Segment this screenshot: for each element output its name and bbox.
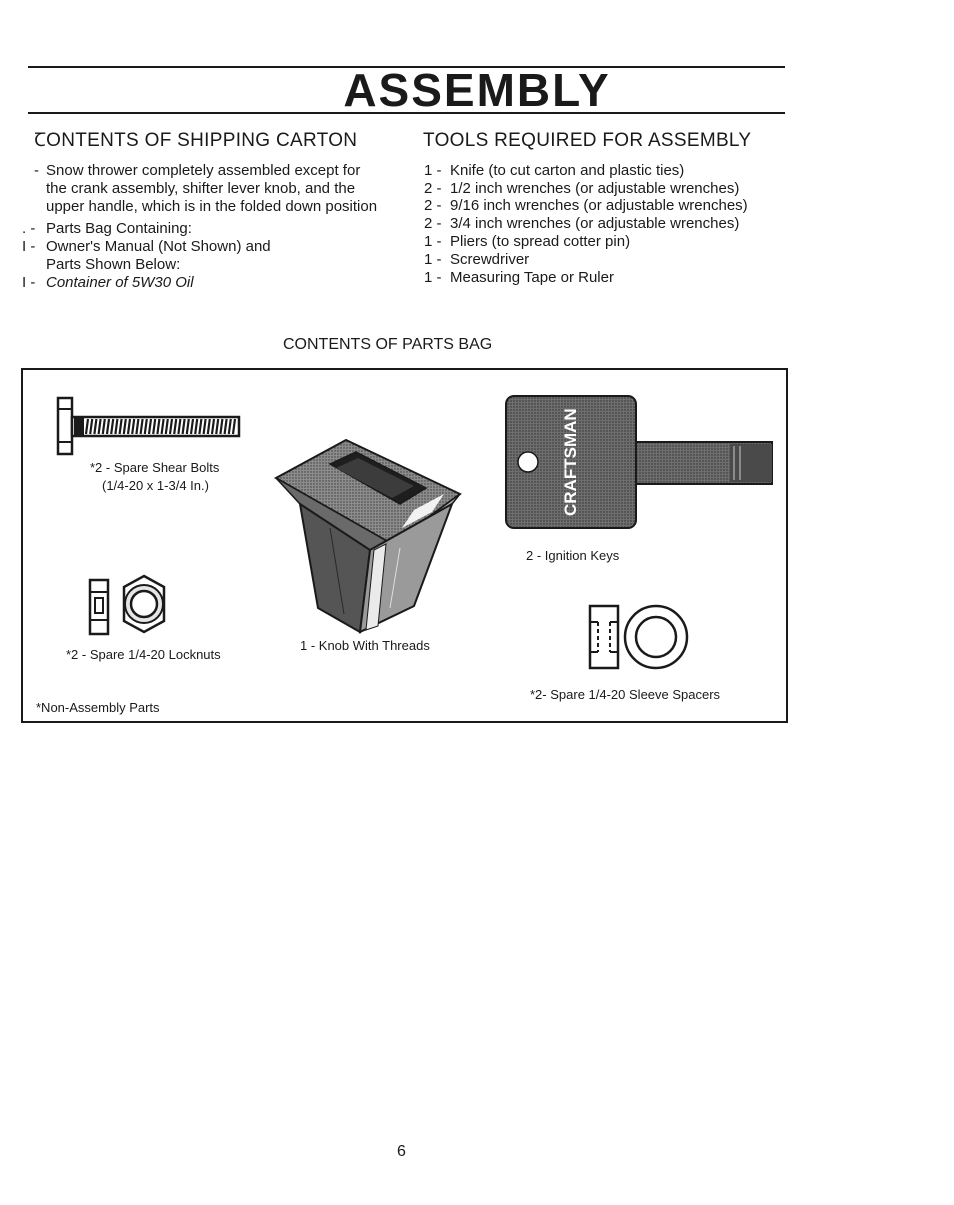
tool-qty: 1 - xyxy=(424,233,442,250)
shipping-item-line: Snow thrower completely assembled except for xyxy=(46,162,361,179)
locknuts-caption: *2 - Spare 1/4-20 Locknuts xyxy=(66,647,221,662)
non-assembly-footnote: *Non-Assembly Parts xyxy=(36,700,160,715)
parts-bag-heading: CONTENTS OF PARTS BAG xyxy=(283,336,493,353)
keys-caption: 2 - Ignition Keys xyxy=(526,548,620,563)
shipping-item-line: upper handle, which is in the folded down position xyxy=(46,198,378,215)
shipping-item-text: Parts Shown Below: xyxy=(46,256,181,273)
header-bottom-rule xyxy=(28,112,785,114)
shear-bolt-icon xyxy=(56,396,242,456)
tool-qty: 2 - xyxy=(424,180,442,197)
shipping-item-line: the crank assembly, shifter lever knob, and the xyxy=(46,180,356,197)
shipping-item-qty: I - xyxy=(22,238,36,255)
locknut-icon xyxy=(88,574,180,638)
page-title: ASSEMBLY xyxy=(343,64,611,116)
bolts-caption: (1/4-20 x 1-3/4 In.) xyxy=(102,478,209,493)
tool-text: Measuring Tape or Ruler xyxy=(450,269,614,286)
tool-text: 1/2 inch wrenches (or adjustable wrenches) xyxy=(450,180,740,197)
tool-text: 3/4 inch wrenches (or adjustable wrenches) xyxy=(450,215,740,232)
shipping-item-text: Parts Bag Containing: xyxy=(46,220,192,237)
tool-text: 9/16 inch wrenches (or adjustable wrenches) xyxy=(450,197,748,214)
tool-qty: 1 - xyxy=(424,269,442,286)
tool-qty: 2 - xyxy=(424,215,442,232)
tool-text: Screwdriver xyxy=(450,251,530,268)
tool-qty: 1 - xyxy=(424,251,442,268)
spacers-caption: *2- Spare 1/4-20 Sleeve Spacers xyxy=(530,687,721,702)
ignition-key-icon xyxy=(504,394,776,530)
sleeve-spacer-icon xyxy=(588,604,692,670)
shipping-item-text: Owner's Manual (Not Shown) and xyxy=(46,238,271,255)
knob-icon xyxy=(274,438,464,638)
tools-heading: TOOLS REQUIRED FOR ASSEMBLY xyxy=(423,130,752,151)
bolts-caption: *2 - Spare Shear Bolts xyxy=(90,460,220,475)
shipping-heading: ꞆONTENTS OF SHIPPING CARTON xyxy=(34,130,358,151)
shipping-item-dash: - xyxy=(34,162,39,179)
key-brand-label: CRAFTSMAN xyxy=(561,408,580,516)
shipping-item-text: Container of 5W30 Oil xyxy=(46,274,194,291)
shipping-item-qty: I - xyxy=(22,274,36,291)
tool-text: Pliers (to spread cotter pin) xyxy=(450,233,631,250)
page-number: 6 xyxy=(397,1143,406,1160)
tool-qty: 1 - xyxy=(424,162,442,179)
tool-text: Knife (to cut carton and plastic ties) xyxy=(450,162,685,179)
knob-caption: 1 - Knob With Threads xyxy=(300,638,430,653)
tool-qty: 2 - xyxy=(424,197,442,214)
shipping-item-qty: . - xyxy=(22,220,36,237)
